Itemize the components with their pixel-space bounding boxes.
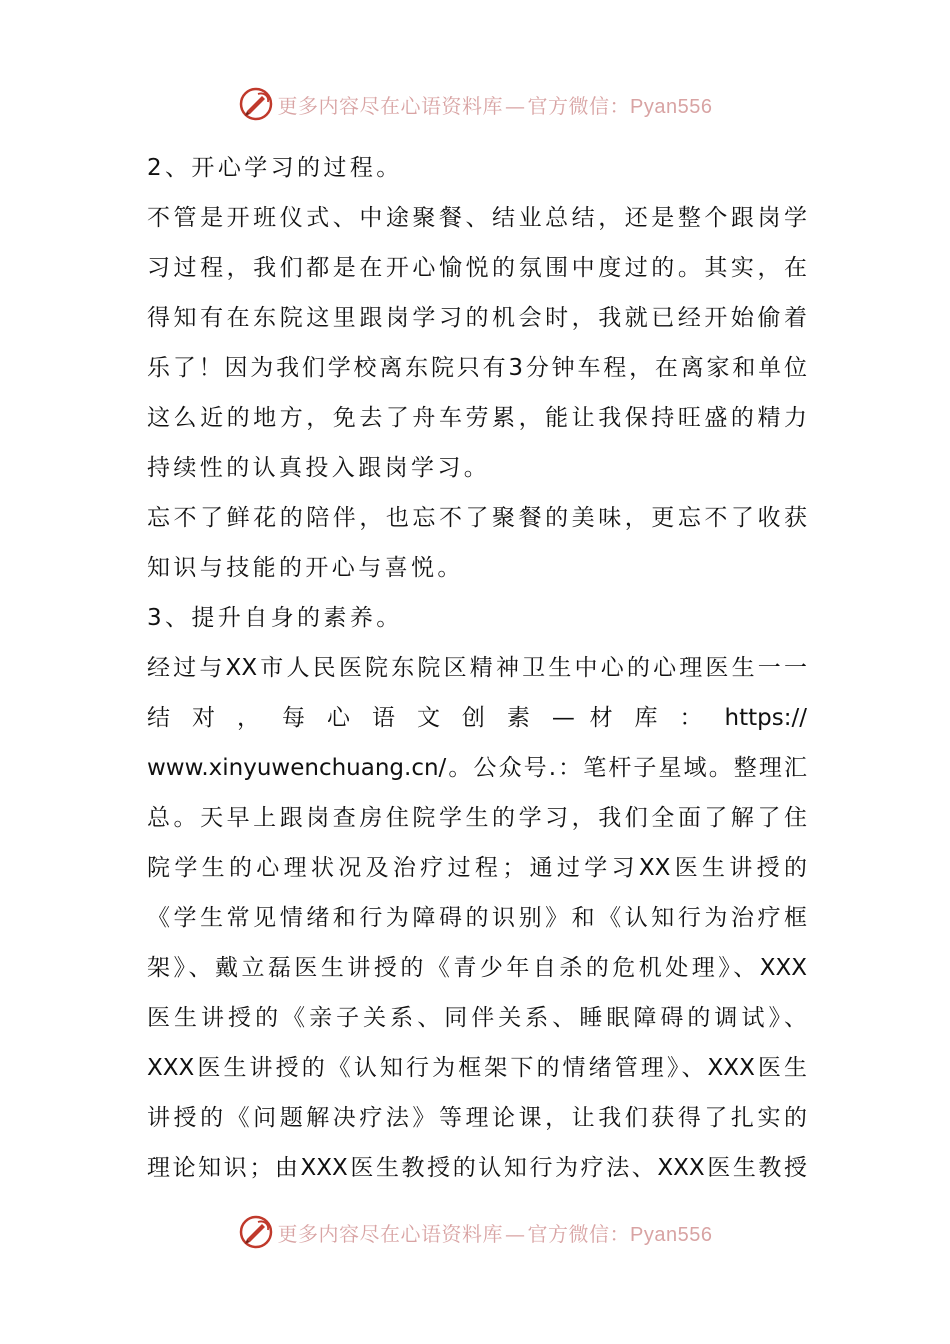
text-line: 理论知识；由XXX医生教授的认知行为疗法、XXX医生教授	[147, 1155, 807, 1181]
document-body	[147, 143, 807, 1193]
banner-dash: —	[505, 93, 526, 118]
wechat-id: Pyan556	[630, 1223, 713, 1246]
banner-text	[278, 1218, 713, 1247]
header-watermark-banner	[0, 84, 950, 124]
site-name: 更多内容尽在心语资料库	[277, 1221, 504, 1246]
text-line: 知识与技能的开心与喜悦。	[147, 555, 464, 581]
footer-watermark-banner	[0, 1212, 950, 1252]
text-line: 总。天早上跟岗查房住院学生的学习，我们全面了解了住	[147, 805, 807, 831]
text-line: 忘不了鲜花的陪伴，也忘不了聚餐的美味，更忘不了收获	[147, 505, 807, 531]
text-line: 得知有在东院这里跟岗学习的机会时，我就已经开始偷着	[147, 305, 807, 331]
text-line: 这么近的地方，免去了舟车劳累，能让我保持旺盛的精力	[147, 405, 807, 431]
text-line: www.xinyuwenchuang.cn/。公众号.：笔杆子星域。整理汇	[147, 755, 807, 781]
text-line: 经过与XX市人民医院东院区精神卫生中心的心理医生一一	[147, 655, 807, 681]
text-line: 持续性的认真投入跟岗学习。	[147, 455, 491, 481]
heading-2: 2、开心学习的过程。	[147, 155, 403, 181]
wechat-id: Pyan556	[630, 95, 713, 118]
banner-dash: —	[505, 1221, 526, 1246]
text-line: 《学生常见情绪和行为障碍的识别》和《认知行为治疗框	[147, 905, 807, 931]
text-line: 习过程，我们都是在开心愉悦的氛围中度过的。其实，在	[147, 255, 807, 281]
text-line: 不管是开班仪式、中途聚餐、结业总结，还是整个跟岗学	[147, 205, 807, 231]
text-line: XXX医生讲授的《认知行为框架下的情绪管理》、XXX医生	[147, 1055, 807, 1081]
site-name: 更多内容尽在心语资料库	[277, 93, 504, 118]
wechat-label: 官方微信：	[527, 1221, 631, 1246]
text-line: 讲授的《问题解决疗法》等理论课，让我们获得了扎实的	[147, 1105, 807, 1131]
text-line: 院学生的心理状况及治疗过程；通过学习XX医生讲授的	[147, 855, 807, 881]
text-line: 架》、戴立磊医生讲授的《青少年自杀的危机处理》、XXX	[147, 955, 807, 981]
heading-3: 3、提升自身的素养。	[147, 605, 403, 631]
wechat-label: 官方微信：	[527, 93, 631, 118]
banner-text	[278, 90, 713, 119]
pen-logo-icon	[238, 1214, 274, 1250]
text-line: 医生讲授的《亲子关系、同伴关系、睡眠障碍的调试》、	[147, 1005, 807, 1031]
text-line: 结 对 ， 每 心 语 文 创 素 — 材 库 ： https://	[147, 705, 807, 731]
text-line: 乐了！因为我们学校离东院只有3分钟车程，在离家和单位	[147, 355, 807, 381]
pen-logo-icon	[238, 86, 274, 122]
